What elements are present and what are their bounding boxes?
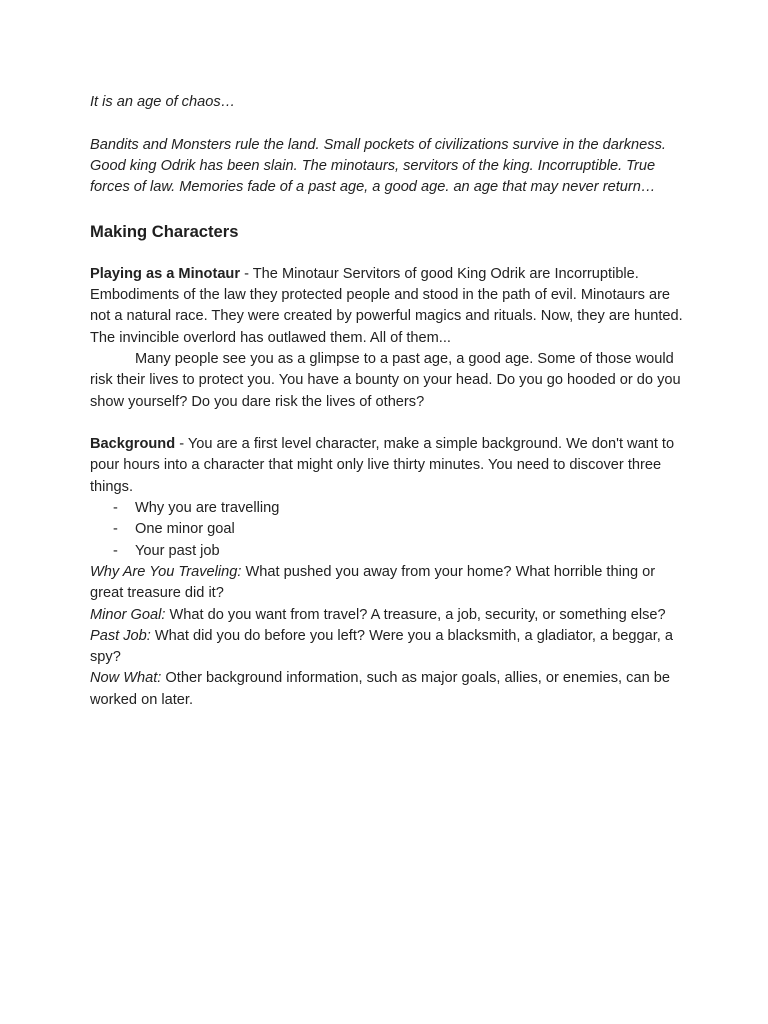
list-item-text: Why you are travelling <box>135 500 280 517</box>
background-list <box>90 498 690 562</box>
background-label: Background <box>90 436 176 453</box>
intro-paragraph: Bandits and Monsters rule the land. Small pockets of civilizations survive in the darkness. Good king Odrik has been slain. The minotaurs, servitors of the king. Incorruptible. True forces of law. Memories fade of a past age, a good age. an age that may never return… <box>90 136 666 196</box>
detail-past-job <box>90 626 690 669</box>
bullet-dash: - <box>113 542 118 559</box>
list-item <box>90 519 690 540</box>
minotaur-paragraph-2: Many people see you as a glimpse to a past age, a good age. Some of those would risk their lives to protect you. You have a bounty on your head. Do you go hooded or do you show yourself? Do you dare risk the lives of others? <box>90 350 681 410</box>
list-item-text: One minor goal <box>135 521 235 538</box>
minotaur-paragraph <box>90 264 690 349</box>
list-item <box>90 498 690 519</box>
background-text: - You are a first level character, make a simple background. We don't want to pour hours into a character that might only live thirty minutes. You need to discover three things. <box>90 436 675 495</box>
detail-text: What do you want from travel? A treasure, a job, security, or something else? <box>165 606 666 623</box>
intro-line: It is an age of chaos… <box>90 94 236 110</box>
bullet-dash: - <box>113 500 118 517</box>
detail-text: Other background information, such as major goals, allies, or enemies, can be worked on later. <box>90 670 670 708</box>
section-heading: Making Characters <box>90 221 239 241</box>
spacer <box>90 413 690 434</box>
list-item <box>90 541 690 562</box>
detail-label: Minor Goal: <box>90 606 166 623</box>
detail-now-what <box>90 668 690 711</box>
detail-label: Now What: <box>90 670 162 687</box>
list-item-text: Your past job <box>135 542 220 559</box>
detail-traveling <box>90 562 690 605</box>
document-page <box>90 92 690 711</box>
detail-text: What pushed you away from your home? What horrible thing or great treasure did it? <box>90 563 656 602</box>
detail-text: What did you do before you left? Were you a blacksmith, a gladiator, a beggar, a spy? <box>90 627 674 666</box>
background-paragraph <box>90 434 690 498</box>
bullet-dash: - <box>113 521 118 538</box>
detail-label: Why Are You Traveling: <box>90 563 242 580</box>
minotaur-label: Playing as a Minotaur <box>90 265 241 282</box>
minotaur-text: - The Minotaur Servitors of good King Odrik are Incorruptible. Embodiments of the law they protected people and stood in the path of evil. Minotaurs are not a natural race. They were created by powerful magics and rituals. Now, they are hunted. The invincible overlord has outlawed them. All of them... <box>90 265 683 346</box>
detail-minor-goal <box>90 605 690 626</box>
detail-label: Past Job: <box>90 627 151 644</box>
